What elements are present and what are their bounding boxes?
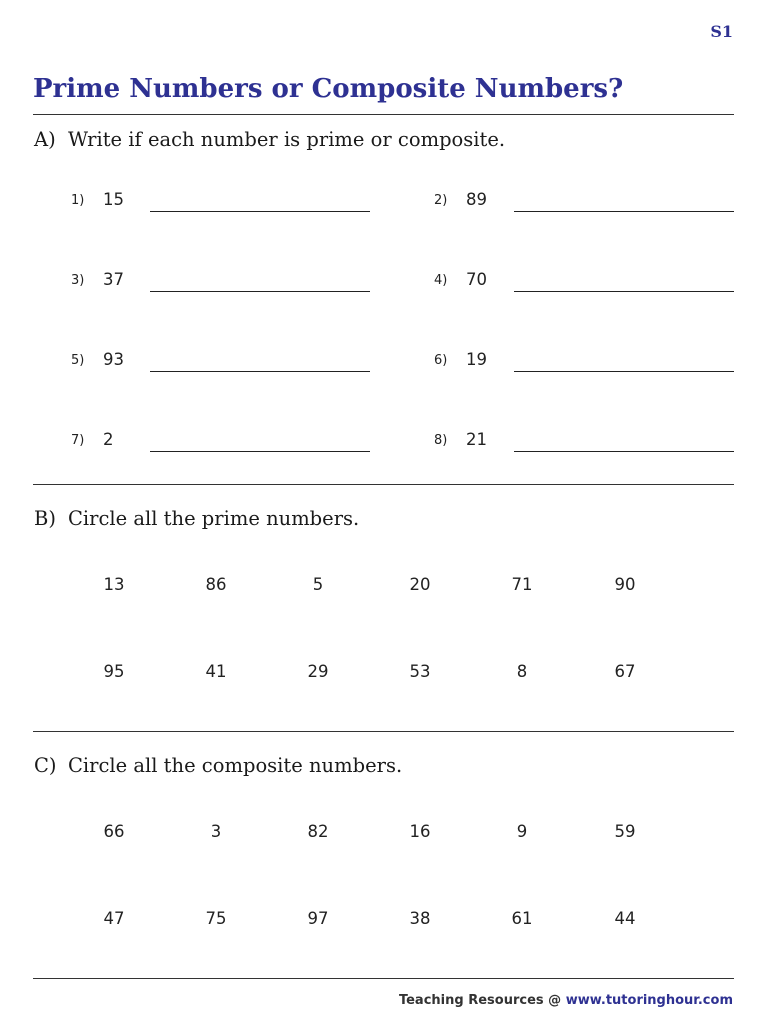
- divider: [33, 484, 734, 485]
- question-value: 93: [103, 350, 124, 369]
- number-option[interactable]: 82: [307, 822, 329, 841]
- number-option[interactable]: 67: [614, 662, 636, 681]
- question-number: 7): [71, 433, 85, 448]
- question-value: 37: [103, 270, 124, 289]
- answer-line[interactable]: [514, 211, 734, 212]
- question-number: 5): [71, 353, 85, 368]
- section-c-instruction: Circle all the composite numbers.: [68, 754, 403, 777]
- question-number: 4): [434, 273, 448, 288]
- number-option[interactable]: 8: [516, 662, 528, 681]
- number-option[interactable]: 75: [205, 909, 227, 928]
- number-option[interactable]: 61: [511, 909, 533, 928]
- section-c-letter: C): [34, 754, 57, 777]
- number-option[interactable]: 59: [614, 822, 636, 841]
- section-a-instruction: Write if each number is prime or composite.: [68, 128, 506, 151]
- answer-line[interactable]: [150, 291, 370, 292]
- number-option[interactable]: 97: [307, 909, 329, 928]
- number-option[interactable]: 44: [614, 909, 636, 928]
- divider: [33, 978, 734, 979]
- number-option[interactable]: 5: [312, 575, 324, 594]
- divider: [33, 731, 734, 732]
- number-option[interactable]: 13: [103, 575, 125, 594]
- question-value: 19: [466, 350, 487, 369]
- number-option[interactable]: 86: [205, 575, 227, 594]
- footer: [399, 993, 733, 1008]
- worksheet-code: S1: [710, 22, 733, 41]
- question-number: 3): [71, 273, 85, 288]
- number-option[interactable]: 20: [409, 575, 431, 594]
- footer-label: Teaching Resources @: [398, 993, 566, 1008]
- number-option[interactable]: 16: [409, 822, 431, 841]
- number-option[interactable]: 9: [516, 822, 528, 841]
- answer-line[interactable]: [150, 211, 370, 212]
- number-option[interactable]: 66: [103, 822, 125, 841]
- number-option[interactable]: 47: [103, 909, 125, 928]
- question-value: 70: [466, 270, 487, 289]
- page-title: Prime Numbers or Composite Numbers?: [33, 74, 624, 104]
- question-number: 6): [434, 353, 448, 368]
- question-number: 2): [434, 193, 448, 208]
- section-a-letter: A): [34, 128, 56, 151]
- question-value: 21: [466, 430, 487, 449]
- question-number: 1): [71, 193, 85, 208]
- answer-line[interactable]: [150, 451, 370, 452]
- question-value: 15: [103, 190, 124, 209]
- section-b-instruction: Circle all the prime numbers.: [68, 507, 360, 530]
- answer-line[interactable]: [514, 291, 734, 292]
- number-option[interactable]: 41: [205, 662, 227, 681]
- answer-line[interactable]: [150, 371, 370, 372]
- answer-line[interactable]: [514, 371, 734, 372]
- number-option[interactable]: 95: [103, 662, 125, 681]
- number-option[interactable]: 53: [409, 662, 431, 681]
- number-option[interactable]: 90: [614, 575, 636, 594]
- section-c-heading: [34, 754, 402, 777]
- answer-line[interactable]: [514, 451, 734, 452]
- question-number: 8): [434, 433, 448, 448]
- question-value: 2: [103, 430, 114, 449]
- divider: [33, 114, 734, 115]
- number-option[interactable]: 3: [210, 822, 222, 841]
- number-option[interactable]: 29: [307, 662, 329, 681]
- number-option[interactable]: 71: [511, 575, 533, 594]
- section-a-heading: [34, 128, 505, 151]
- section-b-letter: B): [34, 507, 56, 530]
- number-option[interactable]: 38: [409, 909, 431, 928]
- section-b-heading: [34, 507, 359, 530]
- question-value: 89: [466, 190, 487, 209]
- footer-link[interactable]: www.tutoringhour.com: [565, 993, 733, 1008]
